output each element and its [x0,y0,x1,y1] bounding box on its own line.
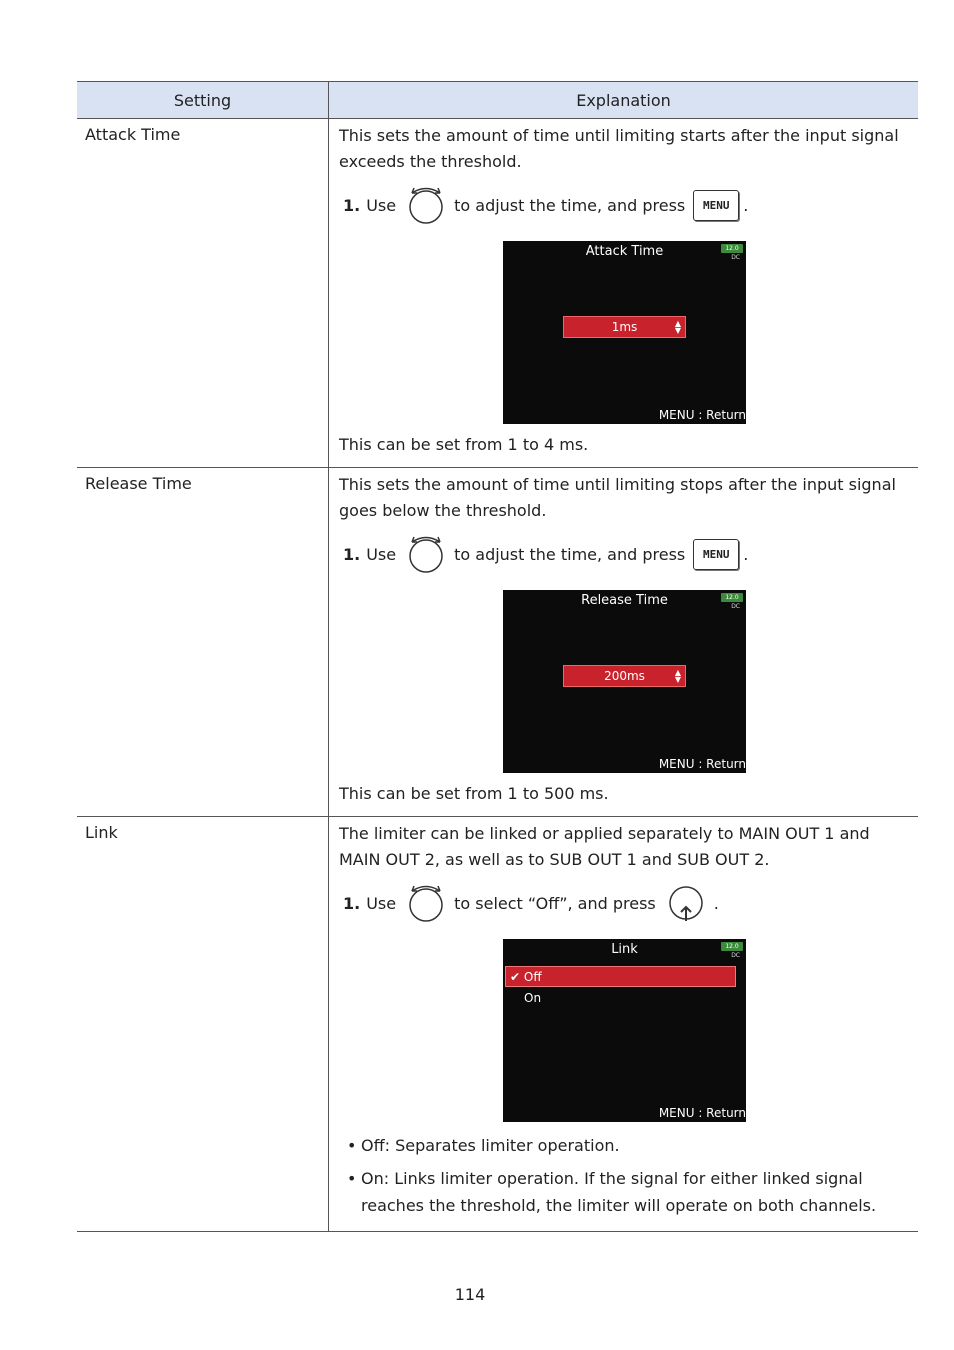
battery-icon: 12.0 [721,942,743,951]
table-row [77,468,918,817]
step-end: . [743,195,749,215]
return-label: MENU : Return [658,408,746,422]
bullet-text: Off: Separates limiter operation. [361,1136,620,1155]
setting-name: Release Time [77,468,329,816]
description: The limiter can be linked or applied separately to MAIN OUT 1 and MAIN OUT 2, as well as to SUB OUT 1 and SUB OUT 2. [339,824,870,869]
screen-title: Link [611,942,638,957]
step-end: . [713,893,719,913]
menu-key-icon: MENU [693,190,739,221]
step-number: 1. [343,893,361,913]
list-item [347,1132,910,1159]
header-setting: Setting [77,82,329,118]
step-use: Use [366,893,397,913]
device-screen [503,590,746,773]
bullet-icon: • [347,1169,357,1188]
setting-name: Link [77,817,329,1231]
dial-icon [404,532,448,576]
value-text: 200ms [604,669,645,683]
step-end: . [743,544,749,564]
step-instruction [343,183,910,227]
option-on: On [524,991,542,1005]
dial-press-icon [664,881,708,925]
settings-table [77,81,918,1232]
dial-icon [404,183,448,227]
battery-icon: 12.0 [721,593,743,602]
step-instruction [343,881,910,925]
up-down-arrows-icon: ▲ ▼ [674,668,681,684]
value-field [563,665,686,687]
return-label: MENU : Return [658,757,746,771]
power-label: DC [731,254,740,261]
page-number: 114 [454,1285,486,1304]
step-text: to select “Off”, and press [454,893,656,913]
battery-icon: 12.0 [721,244,743,253]
description: This sets the amount of time until limiting stops after the input signal goes below the threshold. [339,475,896,520]
return-label: MENU : Return [658,1106,746,1120]
range-note: This can be set from 1 to 4 ms. [339,435,589,454]
step-use: Use [366,195,397,215]
step-number: 1. [343,544,361,564]
setting-name: Attack Time [77,119,329,467]
value-field [563,316,686,338]
table-row [77,817,918,1232]
explanation-cell [329,817,918,1231]
explanation-cell [329,468,918,816]
range-note: This can be set from 1 to 500 ms. [339,784,609,803]
menu-key-icon: MENU [693,539,739,570]
explanation-cell [329,119,918,467]
table-header [77,82,918,119]
bullet-icon: • [347,1136,357,1155]
screen-title: Release Time [581,593,668,608]
step-instruction [343,532,910,576]
device-screen [503,241,746,424]
step-text: to adjust the time, and press [454,544,686,564]
bullet-text: On: Links limiter operation. If the signal for either linked signal reaches the threshold, the limiter will operate on both channels. [361,1169,877,1215]
list-item [347,1165,910,1219]
description: This sets the amount of time until limiting starts after the input signal exceeds the threshold. [339,126,899,171]
up-down-arrows-icon: ▲ ▼ [674,319,681,335]
step-use: Use [366,544,397,564]
dial-icon [404,881,448,925]
power-label: DC [731,603,740,610]
table-row [77,119,918,468]
selected-option: ✔ Off [505,966,736,987]
step-number: 1. [343,195,361,215]
device-screen [503,939,746,1122]
value-text: 1ms [611,320,638,334]
header-explanation: Explanation [576,90,671,110]
step-text: to adjust the time, and press [454,195,686,215]
power-label: DC [731,952,740,959]
screen-title: Attack Time [585,244,664,259]
